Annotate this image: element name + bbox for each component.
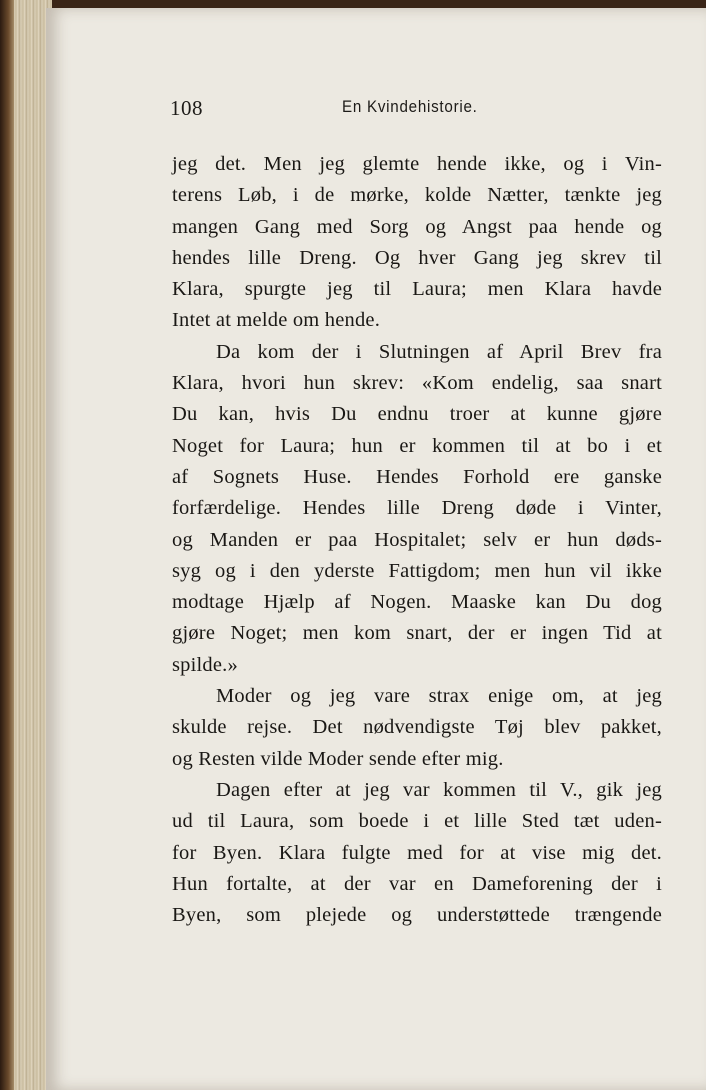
text-line: mangen Gang med Sorg og Angst paa hende og bbox=[172, 215, 662, 238]
text-line: og Manden er paa Hospitalet; selv er hun døds- bbox=[172, 528, 662, 551]
running-title: En Kvindehistorie. bbox=[342, 98, 478, 116]
text-line: hendes lille Dreng. Og hver Gang jeg skrev til bbox=[172, 246, 662, 269]
text-line: Hun fortalte, at der var en Dameforening der i bbox=[172, 872, 662, 895]
text-line: af Sognets Huse. Hendes Forhold ere ganske bbox=[172, 465, 662, 488]
body-text bbox=[172, 149, 662, 931]
text-line: syg og i den yderste Fattigdom; men hun vil ikke bbox=[172, 559, 662, 582]
text-line: Da kom der i Slutningen af April Brev fra bbox=[216, 340, 662, 363]
text-line: Byen, som plejede og understøttede trængende bbox=[172, 904, 662, 927]
text-line: Moder og jeg vare strax enige om, at jeg bbox=[216, 685, 662, 708]
page-number: 108 bbox=[170, 96, 203, 120]
book-spine bbox=[0, 0, 14, 1090]
text-line: og Resten vilde Moder sende efter mig. bbox=[172, 747, 504, 770]
text-line: for Byen. Klara fulgte med for at vise mig det. bbox=[172, 841, 662, 864]
text-line: gjøre Noget; men kom snart, der er ingen Tid at bbox=[172, 622, 662, 645]
book-page bbox=[46, 8, 706, 1090]
text-line: skulde rejse. Det nødvendigste Tøj blev pakket, bbox=[172, 716, 662, 739]
text-line: Du kan, hvis Du endnu troer at kunne gjøre bbox=[172, 403, 662, 426]
text-line: spilde.» bbox=[172, 653, 238, 676]
text-line: Dagen efter at jeg var kommen til V., gik jeg bbox=[216, 778, 662, 801]
text-line: terens Løb, i de mørke, kolde Nætter, tænkte jeg bbox=[172, 184, 662, 207]
text-line: modtage Hjælp af Nogen. Maaske kan Du dog bbox=[172, 591, 662, 614]
text-line: Intet at melde om hende. bbox=[172, 309, 381, 332]
text-line: Noget for Laura; hun er kommen til at bo i et bbox=[172, 434, 662, 457]
text-line: forfærdelige. Hendes lille Dreng døde i Vinter, bbox=[172, 497, 662, 520]
text-line: ud til Laura, som boede i et lille Sted tæt uden- bbox=[172, 810, 662, 833]
text-line: Klara, hvori hun skrev: «Kom endelig, saa snart bbox=[172, 372, 662, 395]
text-line: Klara, spurgte jeg til Laura; men Klara havde bbox=[172, 278, 662, 301]
text-line: jeg det. Men jeg glemte hende ikke, og i Vin- bbox=[172, 153, 662, 175]
running-head bbox=[46, 96, 706, 126]
